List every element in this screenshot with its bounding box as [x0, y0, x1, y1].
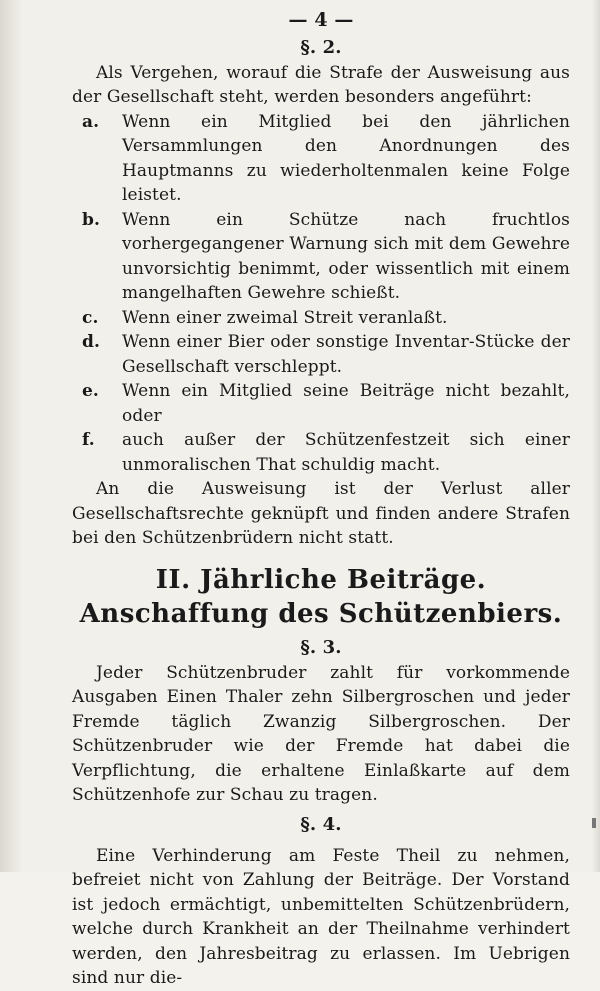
- list-item-letter: b.: [82, 209, 101, 230]
- section-3-text: Jeder Schützenbruder zahlt für vorkommende Ausgaben Einen Thaler zehn Silbergroschen und jeder Fremde täglich Zwanzig Silbergroschen. Der Schützenbruder wie der Fremde hat dabei die Verpflichtung, die erhaltene Einlaßkarte auf dem Schützenhofe zur Schau zu tragen.: [72, 662, 570, 805]
- list-item-text: Wenn ein Mitglied seine Beiträge nicht bezahlt, oder: [122, 381, 570, 426]
- list-item-letter: c.: [82, 307, 99, 328]
- scan-mark: [592, 818, 596, 828]
- section-4-text: Eine Verhinderung am Feste Theil zu nehmen, befreiet nicht von Zahlung der Beiträge. Der Vorstand ist jedoch ermächtigt, unbemittelten Schützenbrüdern, welche durch Krankheit an der Theilnahme verhindert werden, den Jahresbeitrag zu erlassen. Im Uebrigen sind nur die-: [72, 845, 570, 988]
- chapter-title-line-1: II. Jährliche Beiträge.: [155, 564, 487, 595]
- list-item-text: Wenn ein Mitglied bei den jährlichen Versammlungen den Anordnungen des Hauptmanns zu wiederholtenmalen keine Folge leistet.: [122, 111, 570, 205]
- list-item: [72, 208, 570, 306]
- page-shadow-right: [592, 0, 600, 872]
- list-item: [72, 110, 570, 208]
- section-3-heading: §. 3.: [300, 636, 342, 658]
- page-number: — 4 —: [288, 9, 354, 31]
- list-item-letter: d.: [82, 332, 101, 352]
- section-4-heading: §. 4.: [300, 813, 342, 835]
- chapter-title-line-2: Anschaffung des Schützenbiers.: [79, 598, 563, 629]
- page-shadow-left: [0, 0, 22, 872]
- section-2-intro: Als Vergehen, worauf die Strafe der Ausweisung aus der Gesellschaft steht, werden besonders angeführt:: [72, 62, 570, 107]
- list-item-text: Wenn einer zweimal Streit veranlaßt.: [122, 307, 448, 328]
- list-item-letter: f.: [82, 430, 95, 450]
- section-2-heading: §. 2.: [300, 36, 342, 58]
- list-item: [72, 428, 570, 477]
- list-item: [72, 379, 570, 428]
- list-item-text: auch außer der Schützenfestzeit sich einer unmoralischen That schuldig macht.: [122, 430, 570, 475]
- list-item-text: Wenn ein Schütze nach fruchtlos vorhergegangener Warnung sich mit dem Gewehre unvorsichtig benimmt, oder wissentlich mit einem mangelhaften Gewehre schießt.: [122, 209, 570, 303]
- list-item-letter: e.: [82, 381, 99, 401]
- list-item-text: Wenn einer Bier oder sonstige Inventar-Stücke der Gesellschaft verschleppt.: [122, 332, 570, 377]
- section-2-closing: An die Ausweisung ist der Verlust aller Gesellschaftsrechte geknüpft und finden andere Strafen bei den Schützenbrüdern nicht statt.: [72, 479, 570, 548]
- list-item-letter: a.: [82, 111, 100, 132]
- list-item: [72, 306, 570, 331]
- text-column: [72, 8, 570, 991]
- list-item: [72, 330, 570, 379]
